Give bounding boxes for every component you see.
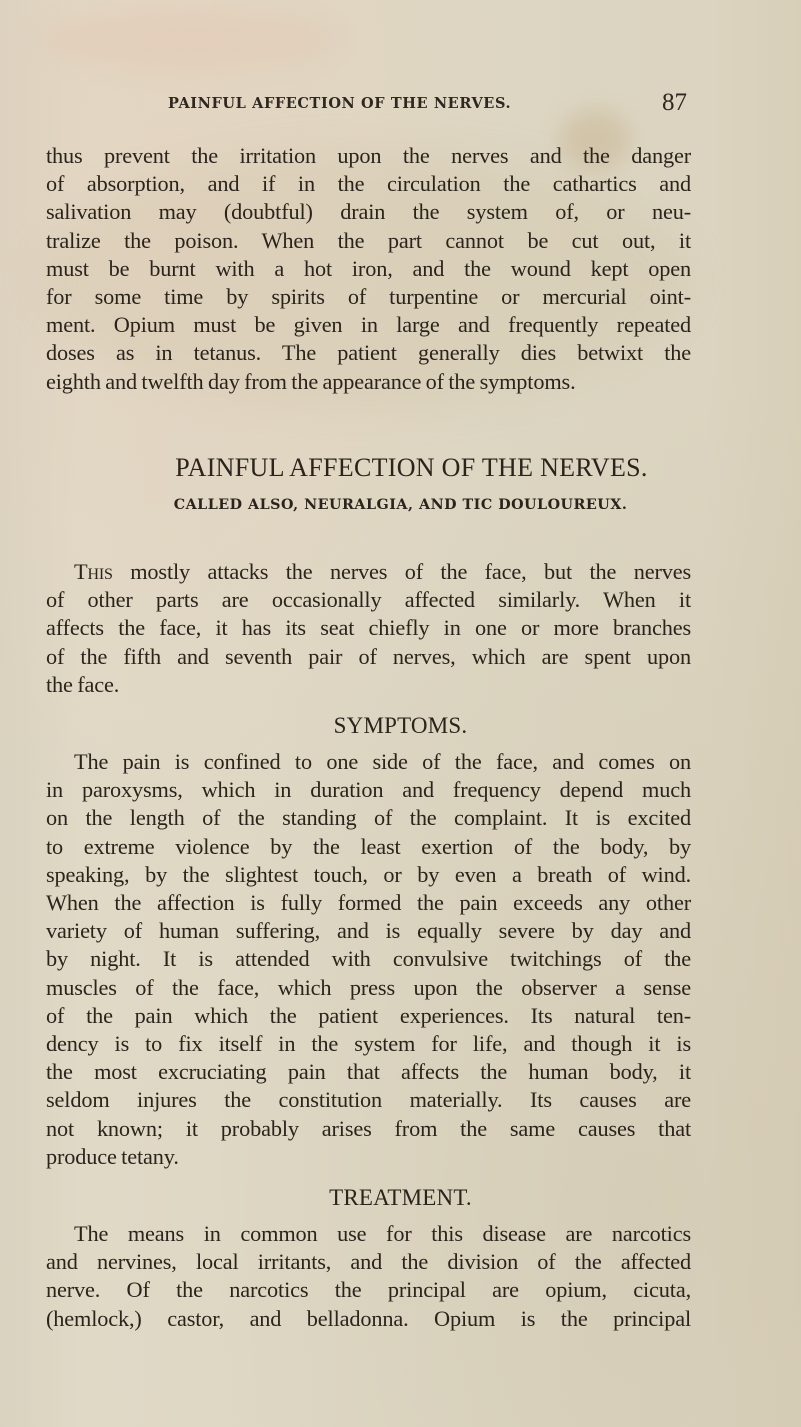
text-line: for some time by spirits of turpentine or mercurial oint- bbox=[46, 284, 691, 310]
text-line: the most excruciating pain that affects the human body, it bbox=[46, 1059, 691, 1085]
text-line: speaking, by the slightest touch, or by even a breath of wind. bbox=[46, 861, 691, 887]
text-line: variety of human suffering, and is equally severe by day and bbox=[46, 918, 691, 944]
page-number: 87 bbox=[662, 89, 687, 116]
text-line: dency is to fix itself in the system for life, and though it is bbox=[46, 1031, 691, 1057]
intro-paragraph bbox=[46, 558, 691, 699]
symptoms-paragraph bbox=[46, 748, 691, 1171]
text-line: (hemlock,) castor, and belladonna. Opium is the principal bbox=[46, 1305, 691, 1331]
text-line: The means in common use for this disease are narcotics bbox=[74, 1221, 691, 1246]
drop-word: This bbox=[74, 559, 113, 584]
text-line: nerve. Of the narcotics the principal are opium, cicuta, bbox=[46, 1277, 691, 1303]
text-line: The pain is confined to one side of the face, and comes on bbox=[74, 749, 691, 774]
text-line: tralize the poison. When the part cannot be cut out, it bbox=[46, 227, 691, 253]
text-line: must be burnt with a hot iron, and the wound kept open bbox=[46, 255, 691, 281]
text-line: ment. Opium must be given in large and frequently repeated bbox=[46, 312, 691, 338]
text-line: salivation may (doubtful) drain the system of, or neu- bbox=[46, 199, 691, 225]
text-line: doses as in tetanus. The patient generally dies betwixt the bbox=[46, 340, 691, 366]
text-line bbox=[46, 558, 691, 586]
text-line: When the affection is fully formed the pain exceeds any other bbox=[46, 890, 691, 916]
text-line: produce tetany. bbox=[46, 1143, 179, 1169]
symptoms-heading: SYMPTOMS. bbox=[333, 713, 468, 738]
text-line: in paroxysms, which in duration and frequency depend much bbox=[46, 777, 691, 803]
text-line: on the length of the standing of the complaint. It is excited bbox=[46, 805, 691, 831]
text-fragment: mostly attacks the nerves of the face, but the nerves bbox=[112, 559, 691, 584]
treatment-paragraph bbox=[46, 1220, 691, 1333]
section-subtitle: CALLED ALSO, NEURALGIA, AND TIC DOULOUREUX. bbox=[173, 497, 628, 513]
text-line: affects the face, it has its seat chiefly in one or more branches bbox=[46, 615, 691, 641]
text-line: of the pain which the patient experiences. Its natural ten- bbox=[46, 1002, 691, 1028]
paper-stain bbox=[40, 10, 340, 70]
text-line: and nervines, local irritants, and the division of the affected bbox=[46, 1249, 691, 1275]
text-line: of other parts are occasionally affected similarly. When it bbox=[46, 587, 691, 613]
text-line: to extreme violence by the least exertion of the body, by bbox=[46, 833, 691, 859]
section-title: PAINFUL AFFECTION OF THE NERVES. bbox=[175, 453, 648, 482]
text-line: the face. bbox=[46, 671, 120, 697]
continuation-paragraph bbox=[46, 142, 691, 396]
text-line: of the fifth and seventh pair of nerves, which are spent upon bbox=[46, 643, 691, 669]
text-line: thus prevent the irritation upon the nerves and the danger bbox=[46, 143, 691, 168]
text-line: not known; it probably arises from the same causes that bbox=[46, 1115, 691, 1141]
text-line: eighth and twelfth day from the appearance of the symptoms. bbox=[46, 368, 576, 394]
running-head-title: PAINFUL AFFECTION OF THE NERVES. bbox=[168, 95, 512, 112]
treatment-heading: TREATMENT. bbox=[329, 1185, 472, 1210]
text-line: by night. It is attended with convulsive twitchings of the bbox=[46, 946, 691, 972]
running-head bbox=[168, 89, 688, 119]
text-line: seldom injures the constitution materially. Its causes are bbox=[46, 1087, 691, 1113]
text-line: muscles of the face, which press upon the observer a sense bbox=[46, 974, 691, 1000]
text-line: of absorption, and if in the circulation the cathartics and bbox=[46, 171, 691, 197]
